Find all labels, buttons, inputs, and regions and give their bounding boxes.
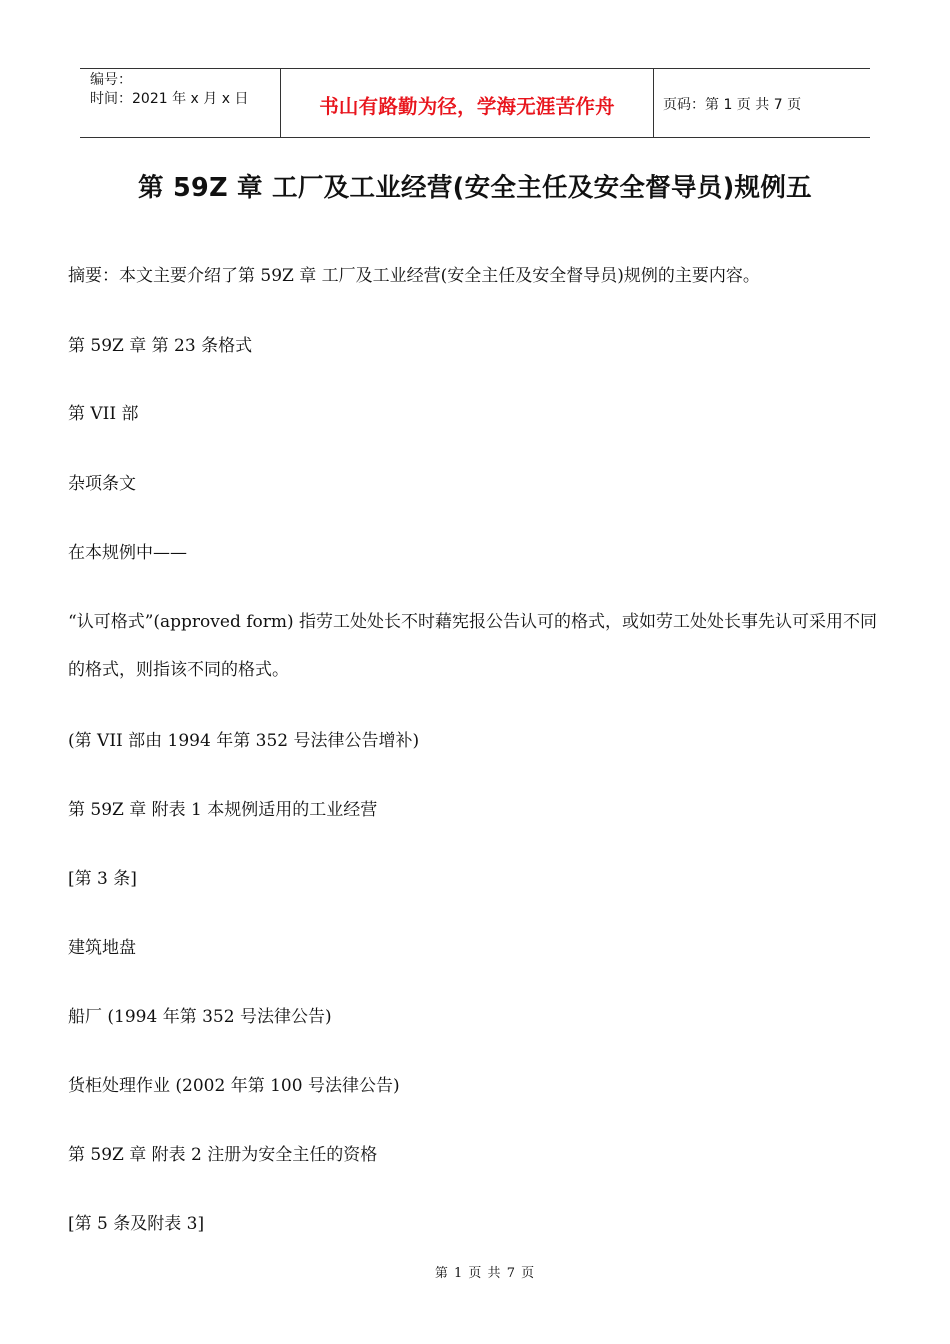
paragraph: 第 59Z 章 附表 2 注册为安全主任的资格 — [68, 1145, 378, 1165]
paragraph: [第 5 条及附表 3] — [68, 1214, 205, 1234]
paragraph: 建筑地盘 — [68, 938, 136, 958]
paragraph: 第 59Z 章 第 23 条格式 — [68, 336, 253, 356]
document-title: 第 59Z 章 工厂及工业经营(安全主任及安全督导员)规例五 — [138, 173, 812, 203]
paragraph: [第 3 条] — [68, 869, 137, 889]
document-header — [80, 68, 870, 138]
date-label: 时间：2021 年 x 月 x 日 — [90, 91, 249, 107]
paragraph: 第 VII 部 — [68, 404, 139, 424]
paragraph: 船厂 (1994 年第 352 号法律公告) — [68, 1007, 332, 1027]
serial-number-label: 编号： — [90, 72, 132, 88]
header-motto-cell — [281, 69, 654, 137]
header-meta-cell — [80, 69, 281, 137]
motto-text: 书山有路勤为径，学海无涯苦作舟 — [319, 95, 615, 118]
definition-paragraph: “认可格式”(approved form) 指劳工处处长不时藉宪报公告认可的格式，或如劳工处处长事先认可采用不同的格式，则指该不同的格式。 — [68, 612, 878, 680]
header-page-cell — [654, 69, 870, 137]
paragraph: 货柜处理作业 (2002 年第 100 号法律公告) — [68, 1076, 400, 1096]
paragraph: 第 59Z 章 附表 1 本规例适用的工业经营 — [68, 800, 378, 820]
page-info: 页码：第 1 页 共 7 页 — [663, 97, 802, 113]
paragraph: 杂项条文 — [68, 474, 136, 494]
paragraph: 在本规例中—— — [68, 543, 187, 563]
page-footer: 第 1 页 共 7 页 — [434, 1266, 536, 1281]
paragraph: (第 VII 部由 1994 年第 352 号法律公告增补) — [68, 731, 420, 751]
abstract-paragraph: 摘要：本文主要介绍了第 59Z 章 工厂及工业经营(安全主任及安全督导员)规例的主要内容。 — [68, 266, 760, 286]
